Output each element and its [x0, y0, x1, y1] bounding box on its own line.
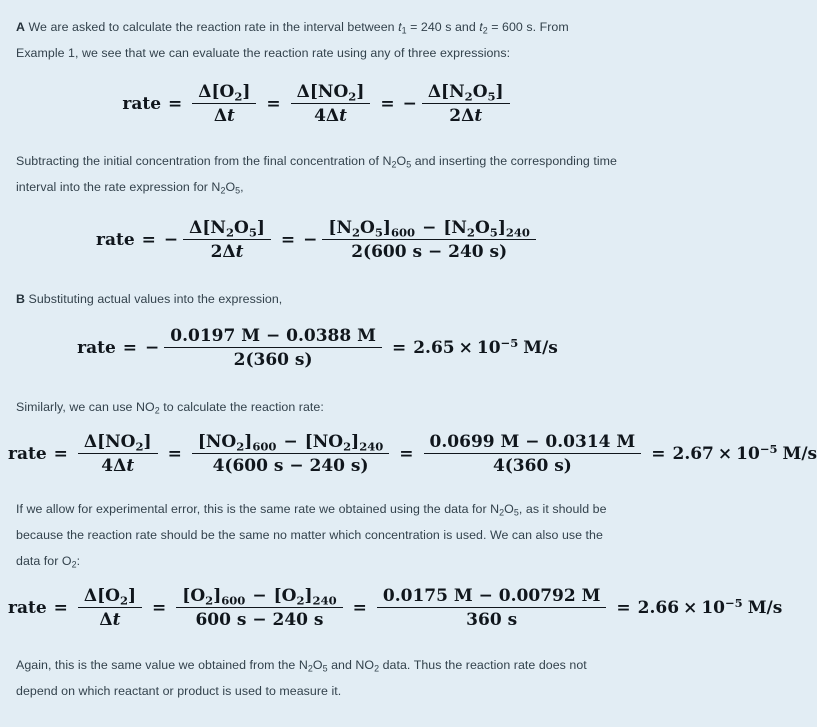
eq1-o2-delta: Δ[O — [198, 82, 235, 102]
eq4-exp-denominator: 4(600 s − 240 s) — [212, 456, 369, 477]
eq3-equals-1: = — [122, 338, 138, 359]
variable-t2-sub: 2 — [482, 25, 488, 36]
eq4-exp-close-240: ] — [351, 432, 360, 453]
eq2-exp-close-600: ] — [382, 218, 391, 239]
eq2-exp-minus: − — [422, 218, 437, 239]
eq4-sym-sub: 2 — [135, 439, 144, 454]
eq3-result-exponent: −5 — [500, 336, 519, 351]
eq2-sym-sub-o: 5 — [248, 225, 257, 240]
equation-n2o5-symbolic — [0, 218, 635, 262]
eq4-result-unit: M/s — [782, 444, 817, 465]
eq5-exp-sub-600: 2 — [205, 593, 214, 608]
eq4-exp-index-600: 600 — [252, 439, 277, 454]
eq3-numerator: 0.0197 M − 0.0388 M — [164, 326, 382, 348]
eq2-sym-numerator — [183, 218, 271, 240]
eq5-exp-numerator — [176, 586, 342, 608]
eq5-sym-bracket: ] — [127, 586, 137, 607]
eq5-sym-delta: Δ[O — [83, 586, 120, 607]
eq4-fraction-symbolic — [78, 432, 158, 476]
eq2-exp-index-600: 600 — [390, 225, 416, 240]
eq1-n2o5-den-t: t — [474, 106, 483, 127]
eq4-sym-bracket: ] — [143, 432, 152, 453]
eq4-exp-open-240: [NO — [304, 432, 344, 453]
eq1-fraction-n2o5 — [422, 82, 510, 126]
eq5-sym-den-t: t — [112, 610, 121, 631]
eq5-num-numerator: 0.0175 M − 0.00792 M — [377, 586, 607, 608]
eq2-sym-den-t: t — [235, 242, 244, 263]
spacer-after-eq5 — [0, 630, 635, 652]
eq4-sym-denominator — [95, 454, 140, 476]
eq1-no2-sub: 2 — [348, 89, 357, 104]
spacer-after-eq2 — [0, 262, 635, 286]
variable-t1-sub: 1 — [401, 25, 407, 36]
eq4-result-base: 10 — [736, 444, 760, 465]
spacer-before-eq1 — [0, 66, 635, 82]
eq4-sym-numerator — [78, 432, 158, 454]
eq4-sym-delta: Δ[NO — [83, 432, 136, 453]
spacer-top — [0, 0, 635, 14]
eq2-exp-index-240: 240 — [505, 225, 530, 240]
eq4-exp-minus: − — [283, 432, 298, 453]
equation-three-expressions — [0, 82, 635, 126]
eq3-result-mantissa: 2.65 — [413, 338, 455, 359]
para5-text-4: data. Thus the reaction rate does not depend on which reactant or product is used to measure it. — [16, 658, 587, 699]
eq2-exp-open-600: [N — [328, 218, 352, 239]
eq1-equals-1: = — [168, 94, 183, 115]
eq5-exp-minus: − — [252, 586, 267, 607]
eq4-num-denominator: 4(360 s) — [492, 456, 572, 477]
eq4-equals-2: = — [167, 444, 182, 465]
eq2-equals-1: = — [141, 230, 156, 251]
eq4-exp-open-600: [NO — [197, 432, 237, 453]
para5-text-2: O — [312, 658, 323, 673]
eq3-lhs: rate — [77, 338, 116, 359]
eq2-sym-delta: Δ[N — [189, 218, 226, 239]
eq5-num-denominator: 360 s — [466, 610, 518, 631]
eq1-n2o5-coef: 2 — [449, 106, 462, 127]
equation-n2o5-numeric — [0, 326, 635, 370]
eq5-equals-4: = — [616, 598, 631, 619]
eq4-equals-4: = — [651, 444, 666, 465]
para5-text-3: and NO — [327, 658, 375, 673]
eq4-fraction-expanded — [192, 432, 389, 476]
eq2-exp-o-240: O — [474, 218, 490, 239]
eq5-result-mantissa: 2.66 — [637, 598, 680, 619]
para5-sub-2: 5 — [322, 663, 328, 674]
spacer-after-eq3 — [0, 370, 635, 394]
eq2-exp-sub-n-600: 2 — [352, 225, 361, 240]
eq1-equals-2: = — [266, 94, 281, 115]
eq5-exp-open-600: [O — [182, 586, 206, 607]
eq5-exp-index-240: 240 — [312, 593, 337, 608]
eq2-equals-2: = — [280, 230, 296, 251]
eq2-minus-1: − — [163, 230, 179, 251]
eq1-equals-3: = — [380, 94, 395, 115]
eq4-lhs: rate — [8, 444, 47, 465]
variable-t2: t — [479, 20, 483, 34]
para4-sub-2: 5 — [513, 507, 519, 518]
spacer-before-eq4 — [0, 420, 635, 432]
eq1-o2-den-delta: Δ — [213, 106, 228, 127]
eq4-exp-close-600: ] — [244, 432, 253, 453]
para2-text-5: , — [240, 180, 244, 195]
eq2-fraction-symbolic — [183, 218, 271, 262]
para3-sub-1: 2 — [154, 405, 160, 416]
para4-text-1: If we allow for experimental error, this is the same rate we obtained using the data for N — [16, 502, 500, 517]
spacer-before-eq3 — [0, 312, 635, 326]
eq4-exp-index-240: 240 — [359, 439, 384, 454]
eq5-exp-open-240: [O — [273, 586, 297, 607]
para2-sub-1: 2 — [391, 159, 397, 170]
eq5-equals-3: = — [352, 598, 367, 619]
para4-text-3: , as it should be because the reaction rate should be the same no matter which concentration is used. We can also use the data for O — [16, 502, 607, 569]
eq2-lhs: rate — [96, 230, 135, 251]
eq5-exp-index-600: 600 — [221, 593, 246, 608]
eq4-exp-sub-240: 2 — [343, 439, 352, 454]
eq5-fraction-symbolic — [78, 586, 142, 630]
eq3-result — [413, 338, 558, 358]
para2-text-4: O — [225, 180, 236, 195]
part-a-label: A — [16, 20, 25, 34]
eq2-sym-o: O — [234, 218, 249, 239]
eq1-fraction-no2 — [291, 82, 371, 126]
eq4-equals-1: = — [53, 444, 68, 465]
eq2-exp-sub-o-240: 5 — [489, 225, 498, 240]
eq5-sym-sub: 2 — [119, 593, 128, 608]
part-a-text-2: = 240 s and — [406, 20, 480, 34]
eq5-result-exponent: −5 — [725, 596, 743, 611]
eq1-n2o5-sub-o: 5 — [487, 89, 496, 104]
eq4-result-exponent: −5 — [759, 442, 778, 457]
eq1-o2-bracket: ] — [242, 82, 251, 102]
variable-t1: t — [398, 20, 402, 34]
eq5-result-times: × — [683, 598, 698, 619]
para5-sub-1: 2 — [307, 663, 313, 674]
eq5-lhs: rate — [8, 598, 47, 619]
paragraph-conclusion — [0, 652, 635, 704]
eq5-fraction-numeric — [377, 586, 607, 630]
paragraph-part-a — [0, 14, 635, 66]
para5-sub-3: 2 — [374, 663, 380, 674]
para4-sub-3: 2 — [71, 559, 77, 570]
eq1-no2-bracket: ] — [356, 82, 365, 102]
eq2-exp-close-240: ] — [497, 218, 506, 239]
eq4-sym-coef: 4 — [101, 456, 114, 477]
eq4-equals-3: = — [399, 444, 414, 465]
eq1-no2-delta: Δ[NO — [296, 82, 349, 102]
eq3-result-times: × — [458, 338, 473, 359]
para3-text-2: to calculate the reaction rate: — [159, 400, 324, 415]
eq2-exp-sub-o-600: 5 — [374, 225, 383, 240]
paragraph-experimental-error — [0, 496, 635, 574]
eq1-n2o5-delta: Δ[N — [427, 82, 465, 102]
eq1-no2-den-delta: Δ — [325, 106, 340, 127]
eq2-minus-2: − — [303, 230, 318, 251]
eq5-fraction-expanded — [176, 586, 342, 630]
eq4-exp-sub-600: 2 — [236, 439, 245, 454]
spacer-before-eq2 — [0, 200, 635, 218]
eq1-o2-numerator — [192, 82, 256, 104]
para4-text-4: : — [76, 554, 81, 569]
para2-text-1: Subtracting the initial concentration from the final concentration of N — [16, 154, 392, 169]
spacer-after-eq1 — [0, 126, 635, 148]
part-b-label: B — [16, 292, 25, 307]
equation-o2-full — [0, 586, 783, 631]
eq5-equals-2: = — [152, 598, 167, 619]
equation-no2-full — [0, 432, 817, 477]
eq1-o2-den-t: t — [227, 106, 235, 127]
paragraph-subtracting — [0, 148, 635, 200]
eq4-exp-numerator — [192, 432, 389, 454]
eq1-no2-numerator — [291, 82, 371, 104]
eq1-n2o5-o: O — [472, 82, 488, 102]
eq4-result-times: × — [717, 444, 733, 465]
eq2-exp-numerator — [322, 218, 536, 240]
eq2-exp-o-600: O — [360, 218, 375, 239]
para5-text-1: Again, this is the same value we obtained from the N — [16, 658, 308, 673]
para2-sub-2: 5 — [406, 159, 412, 170]
eq2-fraction-expanded — [322, 218, 536, 262]
eq2-sym-denominator — [205, 240, 250, 262]
eq5-sym-numerator — [78, 586, 142, 608]
para2-sub-3: 2 — [220, 185, 226, 196]
eq1-n2o5-denominator — [443, 104, 488, 126]
eq5-sym-den-delta: Δ — [99, 610, 113, 631]
para2-sub-4: 5 — [235, 185, 241, 196]
eq5-sym-denominator — [93, 608, 126, 630]
eq1-fraction-o2 — [192, 82, 256, 126]
eq3-fraction — [164, 326, 382, 370]
eq5-result — [638, 598, 783, 618]
paragraph-similarly-no2 — [0, 394, 635, 420]
eq5-result-unit: M/s — [747, 598, 783, 619]
eq5-exp-sub-240: 2 — [296, 593, 305, 608]
eq4-result-mantissa: 2.67 — [672, 444, 714, 465]
eq3-result-unit: M/s — [523, 338, 558, 359]
para4-sub-1: 2 — [499, 507, 505, 518]
eq2-exp-denominator: 2(600 s − 240 s) — [351, 242, 508, 263]
eq4-num-numerator: 0.0699 M − 0.0314 M — [424, 432, 642, 454]
eq1-no2-denominator — [308, 104, 353, 126]
spacer-before-eq5 — [0, 574, 635, 586]
eq1-o2-sub: 2 — [234, 89, 243, 104]
eq5-result-base: 10 — [701, 598, 725, 619]
eq5-exp-close-240: ] — [304, 586, 313, 607]
eq2-exp-open-240: [N — [443, 218, 467, 239]
part-a-text-3: = 600 s. From Example 1, we see that we can evaluate the reaction rate using any of three expressions: — [16, 20, 569, 60]
eq3-equals-2: = — [391, 338, 407, 359]
eq2-sym-coef: 2 — [210, 242, 223, 263]
eq3-result-base: 10 — [476, 338, 501, 359]
eq4-result — [672, 444, 817, 464]
eq1-n2o5-numerator — [422, 82, 510, 104]
eq5-exp-denominator: 600 s − 240 s — [195, 610, 324, 631]
eq1-no2-den-t: t — [339, 106, 347, 127]
eq5-equals-1: = — [53, 598, 68, 619]
eq4-sym-den-delta: Δ — [113, 456, 127, 477]
eq1-no2-coef: 4 — [314, 106, 326, 127]
eq1-lhs: rate — [122, 94, 162, 115]
paragraph-part-b — [0, 286, 635, 312]
para3-text-1: Similarly, we can use NO — [16, 400, 155, 415]
eq1-n2o5-den-delta: Δ — [461, 106, 475, 127]
eq2-sym-den-delta: Δ — [222, 242, 236, 263]
para4-text-2: O — [504, 502, 514, 517]
eq1-o2-denominator — [208, 104, 241, 126]
eq5-exp-close-600: ] — [213, 586, 222, 607]
eq4-sym-den-t: t — [126, 456, 135, 477]
eq2-exp-sub-n-240: 2 — [466, 225, 475, 240]
eq3-denominator: 2(360 s) — [233, 350, 313, 371]
part-a-text-1: We are asked to calculate the reaction rate in the interval between — [28, 20, 399, 34]
spacer-after-eq4 — [0, 476, 635, 496]
eq2-sym-bracket: ] — [256, 218, 265, 239]
para2-text-3: and inserting the corresponding time interval into the rate expression for N — [16, 154, 617, 195]
para2-text-2: O — [396, 154, 407, 169]
eq1-n2o5-sub-n: 2 — [464, 89, 473, 104]
eq2-sym-sub-n: 2 — [225, 225, 234, 240]
eq1-n2o5-bracket: ] — [495, 82, 504, 102]
eq4-fraction-numeric — [424, 432, 642, 476]
part-b-text: Substituting actual values into the expression, — [28, 292, 283, 307]
eq3-minus: − — [145, 338, 160, 359]
eq1-minus: − — [402, 94, 417, 115]
